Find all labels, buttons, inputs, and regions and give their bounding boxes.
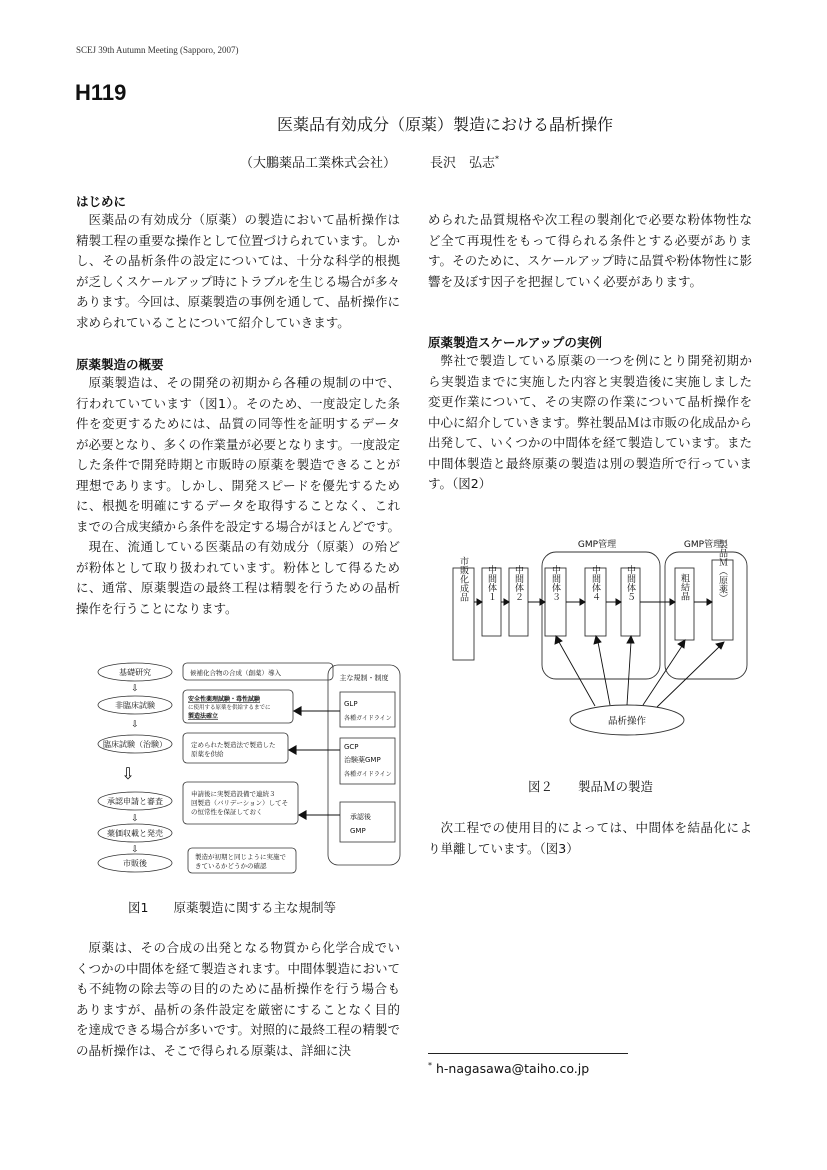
- fig1-arrow-5: ⇩: [131, 845, 139, 855]
- fig1-reg-title: 主な規制・制度: [339, 674, 389, 682]
- fig2-crystallization-label: 晶析操作: [607, 716, 647, 727]
- figure-1-caption: 図1 原薬製造に関する主な規制等: [128, 900, 336, 915]
- fig2-node-int2: 中間体２: [513, 565, 523, 601]
- figure-2-diagram: [445, 535, 755, 750]
- figure-2-caption: 図２ 製品Ｍの製造: [528, 779, 654, 794]
- fig2-node-int5: 中間体５: [625, 565, 635, 601]
- figure-1-diagram: [88, 655, 406, 880]
- right-bottom-paragraph: 次工程での使用目的によっては、中間体を結晶化により単離しています。（図3）: [428, 820, 752, 856]
- fig2-gmp-label-1: GMP管理: [577, 540, 617, 550]
- fig2-node-int4: 中間体４: [590, 565, 600, 601]
- fig1-step-launch: 薬価収載と発売: [107, 829, 163, 838]
- paper-code: H119: [75, 80, 127, 105]
- affiliation: （大鵬薬品工業株式会社）: [240, 156, 397, 171]
- fig2-gmp-label-2: GMP管理: [683, 540, 723, 550]
- fig1-desc-1: 候補化合物の合成（創薬）導入: [190, 669, 281, 677]
- fig1-arrow-1: ⇩: [131, 684, 139, 694]
- fig1-desc-2-bold: 安全性薬理試験・毒性試験: [188, 696, 261, 703]
- footnote-rule: [428, 1053, 628, 1054]
- fig1-desc-3-line-1: 定められた製造法で製造した: [191, 741, 276, 749]
- fig1-step-approval: 承認申請と審査: [107, 797, 163, 806]
- author: [430, 152, 499, 171]
- fig1-desc-4-line-2: 回製造（バリデーション）してそ: [191, 799, 289, 807]
- fig1-descriptions: [183, 663, 333, 873]
- fig1-arrow-2: ⇩: [131, 720, 139, 730]
- overview-paragraph-1: 原薬製造は、その開発の初期から各種の規制の中で、行われていています（図1）。そのため、一度設定した条件を変更するためには、品質の同等性を証明するデータが必要となり、多くの作業量が必要となります。一度設定した条件で開発時期と市販時の原薬を製造できることが理想であります。しかし、開発スピードを優先するために、根拠を明確にするデータを取得することなく、これまでの合成実績から条件を設定する場合がほとんどです。: [76, 375, 401, 534]
- author-mark: *: [495, 154, 500, 164]
- author-name: 長沢 弘志: [430, 156, 496, 171]
- fig1-desc-5-line-2: きているかどうかの確認: [195, 862, 267, 870]
- fig1-reg-1-line-1: GLP: [344, 700, 358, 708]
- fig2-node-crude: 粗結晶: [679, 573, 689, 601]
- fig1-reg-2-line-3: 各種ガイドライン: [344, 771, 392, 778]
- fig1-step-basic: 基礎研究: [119, 668, 151, 677]
- intro-heading: はじめに: [76, 194, 127, 209]
- fig1-reg-2-line-1: GCP: [344, 743, 359, 751]
- fig1-reg-3-line-2: GMP: [350, 827, 366, 835]
- footnote-email[interactable]: h-nagasawa@taiho.co.jp: [435, 1061, 590, 1077]
- fig2-node-int3: 中間体３: [550, 565, 560, 601]
- scaleup-heading: 原薬製造スケールアップの実例: [428, 335, 602, 350]
- right-top-paragraph: められた品質規格や次工程の製剤化で必要な粉体物性など全て再現性をもって得られる条件とする必要があります。そのために、スケールアップ時に品質や粉体物性に影響を及ぼす因子を把握していく必要があります。: [428, 212, 752, 289]
- fig1-desc-2-bold-2: 製造法確立: [188, 713, 219, 720]
- fig1-step-nonclinical: 非臨床試験: [115, 701, 155, 710]
- fig2-node-product: 製品Ｍ（原薬）: [717, 539, 727, 603]
- fig1-regulations: [328, 665, 400, 865]
- footnote-mark: *: [428, 1061, 432, 1070]
- footnote: [428, 1061, 589, 1076]
- fig1-arrow-4: ⇩: [131, 814, 139, 824]
- paper-title: 医薬品有効成分（原薬）製造における晶析操作: [276, 115, 613, 134]
- fig1-desc-4-line-3: の恒常性を保証しておく: [191, 808, 263, 816]
- fig1-desc-5-line-1: 製造が初期と同じように実施で: [195, 853, 286, 861]
- fig2-node-int1: 中間体１: [486, 565, 496, 601]
- fig1-desc-2-rest: に使用する原薬を供給するまでに: [188, 705, 271, 711]
- fig1-desc-4-line-1: 申請後に実製造設備で連続３: [191, 790, 276, 798]
- fig1-desc-3-line-2: 原薬を供給: [191, 750, 224, 758]
- fig1-steps: [98, 663, 172, 872]
- scaleup-paragraph: 弊社で製造している原薬の一つを例にとり開発初期から実製造までに実施した内容と実製造後に実施しました変更作業について、その実際の作業について晶析操作を中心に紹介していきます。弊社製品Ｍは市販の化成品から出発して、いくつかの中間体を経て製造しています。また中間体製造と最終原薬の製造は別の製造所で行っています。（図2）: [428, 353, 753, 491]
- fig1-arrow-3: ⇩: [121, 764, 135, 783]
- intro-paragraph: 医薬品の有効成分（原薬）の製造において晶析操作は精製工程の重要な操作として位置づけられています。しかし、その晶析条件の設定については、十分な科学的根拠が乏しくスケールアップ時にトラブルを生じる場合が多々あります。今回は、原薬製造の事例を通して、晶析操作に求められていることについて紹介していきます。: [76, 212, 401, 330]
- fig1-reg-1-line-2: 各種ガイドライン: [344, 715, 392, 722]
- fig1-step-postmarket: 市販後: [123, 859, 147, 868]
- bottom-left-paragraph: 原薬は、その合成の出発となる物質から化学合成でいくつかの中間体を経て製造されます。中間体製造においても不純物の除去等の目的のために晶析操作を行う場合もありますが、晶析の条件設定を厳密にすることなく目的を達成できる場合が多いです。対照的に最終工程の精製での晶析操作は、そこで得られる原薬は、詳細に決: [76, 940, 401, 1058]
- conference-header: SCEJ 39th Autumn Meeting (Sapporo, 2007): [76, 45, 239, 55]
- fig2-node-raw: 市販化成品: [458, 556, 468, 602]
- overview-paragraph-2: 現在、流通している医薬品の有効成分（原薬）の殆どが粉体として取り扱われています。粉体として得るために、通常、原薬製造の最終工程は精製を行うための晶析操作を行うことになります。: [76, 539, 400, 616]
- fig1-regulation-arrows: [289, 707, 340, 819]
- fig1-reg-3-line-1: 承認後: [350, 813, 371, 821]
- overview-heading: 原薬製造の概要: [76, 357, 164, 372]
- fig1-step-clinical: 臨床試験（治験）: [103, 740, 167, 749]
- fig1-reg-2-line-2: 治験薬GMP: [344, 756, 381, 764]
- fig2-crystallization-arrows: [555, 636, 724, 707]
